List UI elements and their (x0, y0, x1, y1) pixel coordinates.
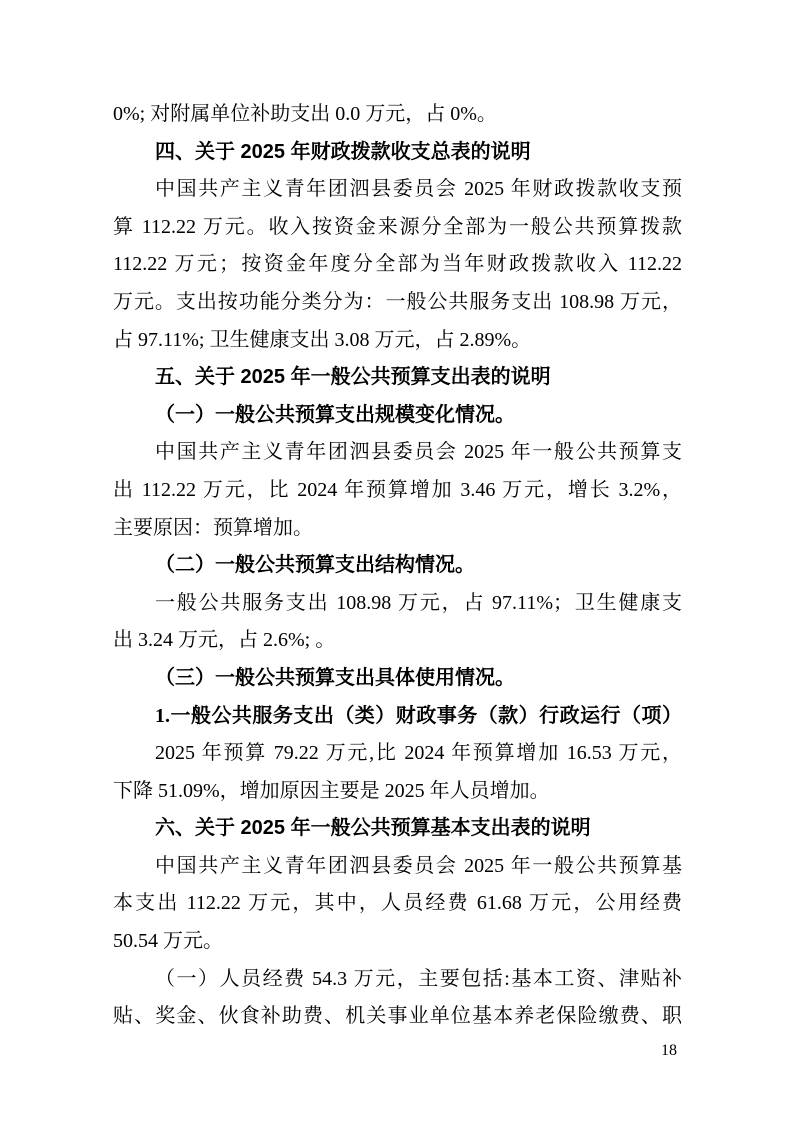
text-line: 贴、奖金、伙食补助费、机关事业单位基本养老保险缴费、职 (113, 1005, 682, 1028)
text-line: 中国共产主义青年团泗县委员会 2025 年一般公共预算支 (155, 441, 682, 464)
text-line: 下降 51.09%，增加原因主要是 2025 年人员增加。 (113, 779, 550, 802)
text-line: 一般公共服务支出 108.98 万元，占 97.11%；卫生健康支 (155, 591, 682, 614)
text-line: 中国共产主义青年团泗县委员会 2025 年财政拨款收支预 (155, 178, 682, 201)
text-line: 0%; 对附属单位补助支出 0.0 万元，占 0%。 (113, 103, 497, 125)
text-line: 算 112.22 万元。收入按资金来源分全部为一般公共预算拨款 (113, 215, 682, 238)
sub-heading: （一）一般公共预算支出规模变化情况。 (155, 403, 515, 426)
text-line: 主要原因：预算增加。 (113, 516, 313, 539)
sub-heading: （三）一般公共预算支出具体使用情况。 (155, 666, 515, 689)
text-line: 2025 年预算 79.22 万元,比 2024 年预算增加 16.53 万元， (155, 742, 682, 765)
text-line: 出 112.22 万元，比 2024 年预算增加 3.46 万元，增长 3.2%， (113, 478, 682, 501)
text-line: 万元。支出按功能分类分为：一般公共服务支出 108.98 万元， (113, 290, 682, 313)
text-line: 本支出 112.22 万元，其中，人员经费 61.68 万元，公用经费 (113, 892, 682, 915)
text-line: 中国共产主义青年团泗县委员会 2025 年一般公共预算基 (155, 854, 682, 877)
sub-heading: 1.一般公共服务支出（类）财政事务（款）行政运行（项） (155, 704, 682, 727)
section-heading: 四、关于 2025 年财政拨款收支总表的说明 (155, 140, 531, 163)
text-line: 50.54 万元。 (113, 930, 223, 953)
page-content (113, 96, 682, 1036)
text-line: （一）人员经费 54.3 万元，主要包括:基本工资、津贴补 (155, 967, 682, 990)
sub-heading: （二）一般公共预算支出结构情况。 (155, 554, 475, 577)
text-line: 112.22 万元；按资金年度分全部为当年财政拨款收入 112.22 (113, 253, 682, 276)
text-line: 出 3.24 万元，占 2.6%; 。 (113, 629, 336, 652)
section-heading: 五、关于 2025 年一般公共预算支出表的说明 (155, 366, 551, 389)
page-number: 18 (661, 1042, 677, 1059)
section-heading: 六、关于 2025 年一般公共预算基本支出表的说明 (155, 817, 591, 840)
text-line: 占 97.11%; 卫生健康支出 3.08 万元，占 2.89%。 (113, 328, 532, 351)
